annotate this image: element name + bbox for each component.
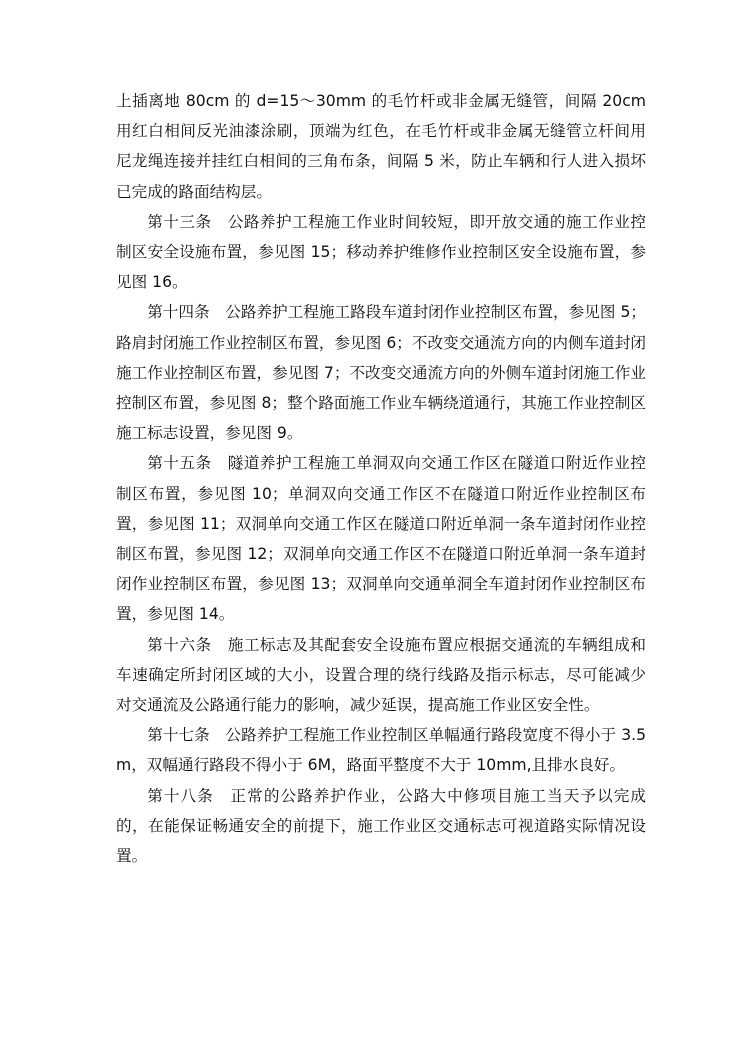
article-18-paragraph: 第十八条 正常的公路养护作业，公路大中修项目施工当天予以完成的，在能保证畅通安全的前提下，施工作业区交通标志可视道路实际情况设置。 — [116, 786, 646, 866]
article-13-paragraph: 第十三条 公路养护工程施工作业时间较短，即开放交通的施工作业控制区安全设施布置，参见图 15；移动养护维修作业控制区安全设施布置，参见图 16。 — [116, 212, 646, 292]
paragraph-continued: 上插离地 80cm 的 d=15～30mm 的毛竹杆或非金属无缝管，间隔 20cm 用红白相间反光油漆涂刷，顶端为红色，在毛竹杆或非金属无缝管立杆间用尼龙绳连接并挂红白相间的三角布条，间隔 5 米，防止车辆和行人进入损坏已完成的路面结构层。 — [116, 92, 646, 201]
document-body — [116, 86, 646, 871]
article-14-paragraph: 第十四条 公路养护工程施工路段车道封闭作业控制区布置，参见图 5；路肩封闭施工作业控制区布置，参见图 6；不改变交通流方向的内侧车道封闭施工作业控制区布置，参见图 7；不改变交通流方向的外侧车道封闭施工作业控制区布置，参见图 8；整个路面施工作业车辆绕道通行，其施工作业控制区施工标志设置，参见图 9。 — [116, 303, 646, 443]
article-16-paragraph: 第十六条 施工标志及其配套安全设施布置应根据交通流的车辆组成和车速确定所封闭区域的大小，设置合理的绕行线路及指示标志，尽可能减少对交通流及公路通行能力的影响，减少延误，提高施工作业区安全性。 — [116, 635, 646, 715]
article-17-paragraph: 第十七条 公路养护工程施工作业控制区单幅通行路段宽度不得小于 3.5m，双幅通行路段不得小于 6M，路面平整度不大于 10mm,且排水良好。 — [116, 726, 646, 775]
article-15-paragraph: 第十五条 隧道养护工程施工单洞双向交通工作区在隧道口附近作业控制区布置，参见图 10；单洞双向交通工作区不在隧道口附近作业控制区布置，参见图 11；双洞单向交通工作区在隧道口附近单洞一条车道封闭作业控制区布置，参见图 12；双洞单向交通工作区不在隧道口附近单洞一条车道封闭作业控制区布置，参见图 13；双洞单向交通单洞全车道封闭作业控制区布置，参见图 14。 — [116, 454, 646, 624]
